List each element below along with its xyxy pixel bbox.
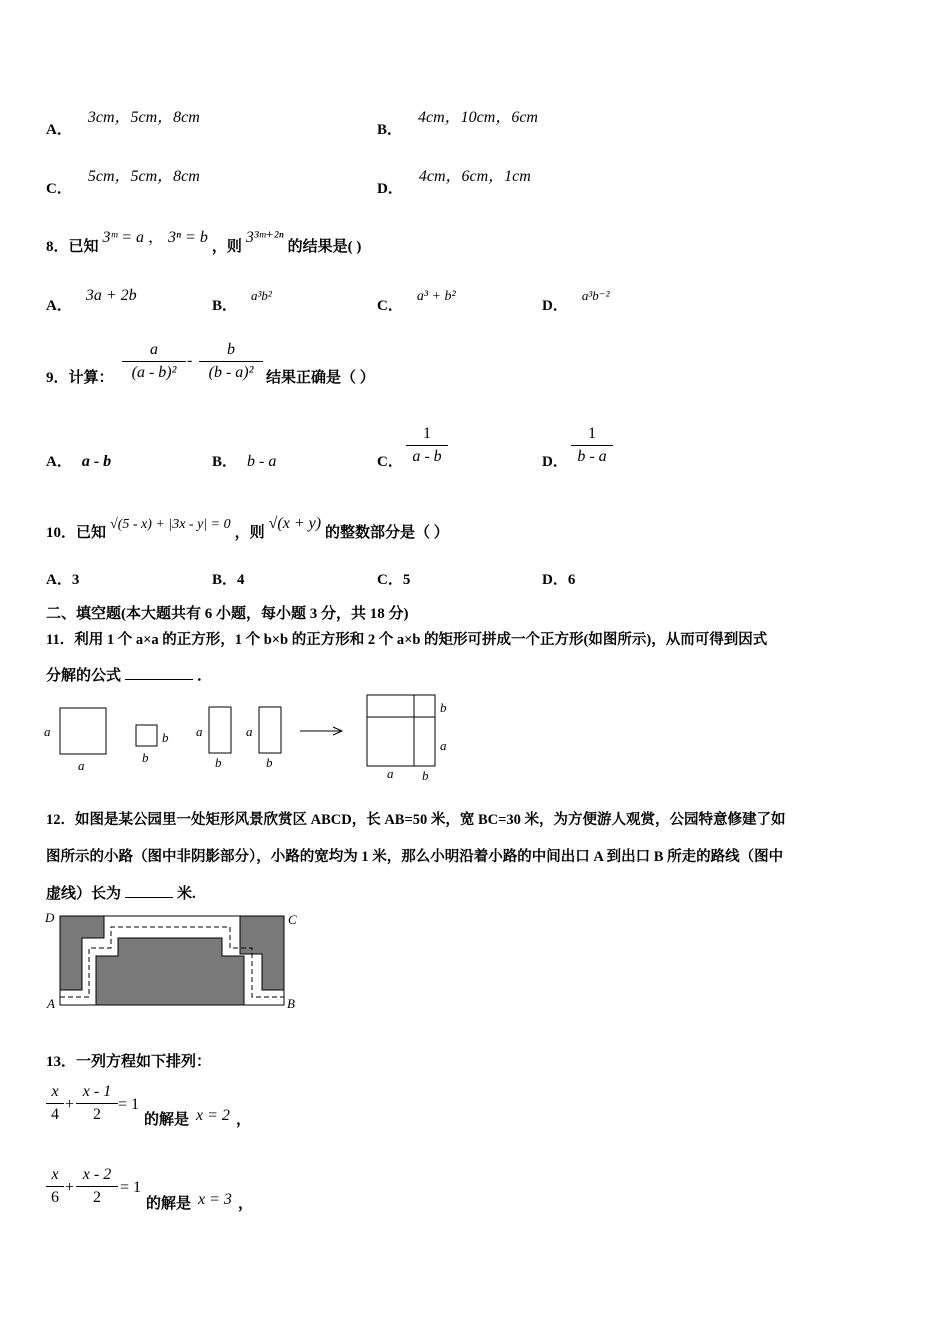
q13-eq2-f2-num: x - 2 bbox=[76, 1166, 118, 1187]
q11-label-b-3: b bbox=[215, 755, 222, 770]
q8-stem bbox=[46, 224, 362, 255]
q13-eq1-f2-den: 2 bbox=[93, 1106, 101, 1123]
q13-eq1-equals: = 1 bbox=[118, 1096, 140, 1113]
q7-option-c-label: C． bbox=[46, 181, 72, 197]
q13-eq1-solution: x = 2 bbox=[196, 1107, 230, 1124]
q9-fraction-1-denominator: (a - b)² bbox=[131, 364, 177, 381]
q11-label-a-5: a bbox=[440, 738, 447, 753]
q7-option-c bbox=[46, 163, 200, 197]
q13-eq1-f2-num: x - 1 bbox=[76, 1083, 118, 1104]
q13-eq1-end: ， bbox=[236, 1112, 252, 1128]
q13-eq2-equals: = 1 bbox=[120, 1179, 142, 1196]
q10-condition: √(5 - x) + |3x - y| = 0 bbox=[110, 517, 231, 532]
q10-option-a: A．3 bbox=[46, 572, 80, 588]
q8-option-b-label: B． bbox=[212, 298, 238, 314]
q11-label-b-2: b bbox=[142, 750, 149, 765]
q7-option-d-value: 4cm，6cm，1cm bbox=[418, 168, 531, 185]
q11-end: ． bbox=[197, 668, 213, 684]
q13-eq2-f2-den: 2 bbox=[93, 1189, 101, 1206]
q13-eq1-fraction-1 bbox=[46, 1083, 64, 1124]
q11-label-b-4: b bbox=[266, 755, 273, 770]
q9-fraction-2 bbox=[199, 341, 263, 382]
q13-eq1-f1-num: x bbox=[46, 1083, 64, 1104]
q9-option-d-denominator: b - a bbox=[577, 448, 607, 465]
q13-eq1-fraction-2 bbox=[76, 1083, 118, 1124]
q9-option-d-fraction bbox=[571, 425, 613, 466]
q7-option-d bbox=[377, 163, 531, 197]
q11-label-a-3: a bbox=[196, 724, 203, 739]
q9-option-b-label: B． bbox=[212, 454, 238, 470]
q13-eq1-f1-den: 4 bbox=[51, 1106, 59, 1123]
q9-option-a-label: A． bbox=[46, 454, 72, 470]
q12-line-3-text: 虚线）长为 bbox=[46, 886, 122, 902]
q13-eq1-plus: + bbox=[65, 1096, 75, 1113]
q11-line-2 bbox=[46, 664, 212, 685]
q9-option-c-fraction bbox=[406, 425, 448, 466]
q11-figure bbox=[40, 690, 460, 790]
q9-option-c-denominator: a - b bbox=[412, 448, 442, 465]
q8-option-d-value: a³b⁻² bbox=[581, 288, 610, 303]
q9-minus: - bbox=[187, 352, 193, 369]
q10-option-b: B．4 bbox=[212, 572, 245, 588]
q13-eq2-f1-num: x bbox=[46, 1166, 64, 1187]
q13-eq2-plus: + bbox=[65, 1179, 75, 1196]
q13-eq2-fraction-2 bbox=[76, 1166, 118, 1207]
q12-end: 米. bbox=[177, 886, 196, 902]
q10-option-d: D．6 bbox=[542, 572, 576, 588]
q13-eq2-fraction-1 bbox=[46, 1166, 64, 1207]
q12-figure bbox=[44, 908, 310, 1014]
q9-option-d-label: D． bbox=[542, 454, 568, 470]
q11-square-a bbox=[60, 708, 106, 754]
q8-option-c-value: a³ + b² bbox=[416, 289, 456, 304]
q7-option-d-label: D． bbox=[377, 181, 403, 197]
q9-option-a bbox=[46, 450, 111, 471]
q13-title: 13．一列方程如下排列： bbox=[46, 1054, 212, 1070]
q10-option-c: C．5 bbox=[377, 572, 411, 588]
q11-answer-blank[interactable] bbox=[125, 679, 193, 680]
q11-label-a-6: a bbox=[387, 766, 394, 781]
q8-mid: ，则 bbox=[211, 239, 242, 255]
q11-rect-ab-1 bbox=[209, 707, 231, 753]
q8-option-d-label: D． bbox=[542, 298, 568, 314]
q9-suffix: 结果正确是（ ） bbox=[266, 370, 375, 386]
q7-option-b-label: B． bbox=[377, 122, 403, 138]
q13-eq2-end: ， bbox=[238, 1196, 254, 1212]
q8-option-c bbox=[377, 284, 456, 314]
q12-center-shade bbox=[96, 938, 244, 1005]
q10-prefix: 10．已知 bbox=[46, 525, 107, 541]
q9-option-c-numerator: 1 bbox=[406, 425, 448, 446]
q9-prefix: 9．计算： bbox=[46, 370, 114, 386]
q13-eq2-f1-den: 6 bbox=[51, 1189, 59, 1206]
q8-option-a bbox=[46, 284, 137, 314]
q10-mid: ，则 bbox=[234, 525, 265, 541]
q11-line-2-text: 分解的公式 bbox=[46, 668, 122, 684]
q12-label-d: D bbox=[45, 910, 55, 925]
q11-label-a-2: a bbox=[78, 758, 85, 773]
q12-answer-blank[interactable] bbox=[125, 897, 173, 898]
q8-suffix: 的结果是( ) bbox=[287, 239, 362, 255]
q13-eq2-solution: x = 3 bbox=[198, 1191, 232, 1208]
q9-fraction-1 bbox=[122, 341, 186, 382]
q12-label-c: C bbox=[288, 912, 297, 927]
q9-fraction-1-numerator: a bbox=[122, 341, 186, 362]
q10-stem bbox=[46, 512, 449, 541]
q11-label-a-4: a bbox=[246, 724, 253, 739]
q11-rect-ab-2 bbox=[259, 707, 281, 753]
q9-option-b-value: b - a bbox=[247, 453, 277, 470]
q9-fraction-2-numerator: b bbox=[199, 341, 263, 362]
q13-eq2-text: 的解是 bbox=[146, 1196, 192, 1212]
q7-option-a bbox=[46, 104, 200, 138]
q9-option-a-value: a - b bbox=[81, 453, 112, 470]
q11-label-b-6: b bbox=[422, 768, 429, 783]
q8-condition-2: 3ⁿ = b bbox=[168, 229, 208, 246]
q11-line-1: 11．利用 1 个 a×a 的正方形，1 个 b×b 的正方形和 2 个 a×b 的矩形可拼成一个正方形(如图所示)，从而可得到因式 bbox=[46, 632, 768, 648]
q8-option-b-value: a³b² bbox=[251, 288, 272, 303]
q11-label-b-1: b bbox=[162, 730, 169, 745]
q8-expression: 3³ᵐ⁺²ⁿ bbox=[245, 229, 284, 246]
q13-eq1-text: 的解是 bbox=[144, 1112, 190, 1128]
section-2-heading: 二、填空题(本大题共有 6 小题，每小题 3 分，共 18 分) bbox=[46, 606, 409, 622]
q11-label-a-1: a bbox=[44, 724, 51, 739]
q9-fraction-2-denominator: (b - a)² bbox=[208, 364, 254, 381]
q11-square-b bbox=[136, 725, 157, 746]
q8-condition-1: 3ᵐ = a bbox=[102, 229, 144, 246]
q12-line-2: 图所示的小路（图中非阴影部分），小路的宽均为 1 米，那么小明沿着小路的中间出口 A 到出口 B 所走的路线（图中 bbox=[46, 849, 784, 865]
q10-expression: √(x + y) bbox=[268, 515, 322, 532]
q7-option-a-label: A． bbox=[46, 122, 72, 138]
q7-option-b-value: 4cm，10cm，6cm bbox=[418, 109, 538, 126]
q8-option-a-label: A． bbox=[46, 298, 72, 314]
q8-option-c-label: C． bbox=[377, 298, 403, 314]
q11-combined-square bbox=[367, 695, 435, 766]
q12-label-a: A bbox=[47, 996, 55, 1011]
q9-option-c-label: C． bbox=[377, 454, 403, 470]
q8-option-b bbox=[212, 284, 272, 314]
q9-option-b bbox=[212, 450, 276, 471]
q12-label-b: B bbox=[287, 996, 295, 1011]
q12-line-1: 12．如图是某公园里一处矩形风景欣赏区 ABCD，长 AB=50 米，宽 BC=30 米，为方便游人观赏，公园特意修建了如 bbox=[46, 812, 786, 828]
q8-option-d bbox=[542, 284, 610, 314]
q12-line-3 bbox=[46, 882, 196, 903]
q7-option-b bbox=[377, 104, 538, 138]
q7-option-a-value: 3cm，5cm，8cm bbox=[87, 109, 200, 126]
q11-label-b-5: b bbox=[440, 700, 447, 715]
q8-option-a-value: 3a + 2b bbox=[85, 287, 137, 304]
q7-option-c-value: 5cm，5cm，8cm bbox=[87, 168, 200, 185]
q8-prefix: 8．已知 bbox=[46, 239, 99, 255]
q9-option-d-numerator: 1 bbox=[571, 425, 613, 446]
q8-separator: ， bbox=[147, 229, 164, 246]
q10-suffix: 的整数部分是（ ） bbox=[325, 525, 449, 541]
